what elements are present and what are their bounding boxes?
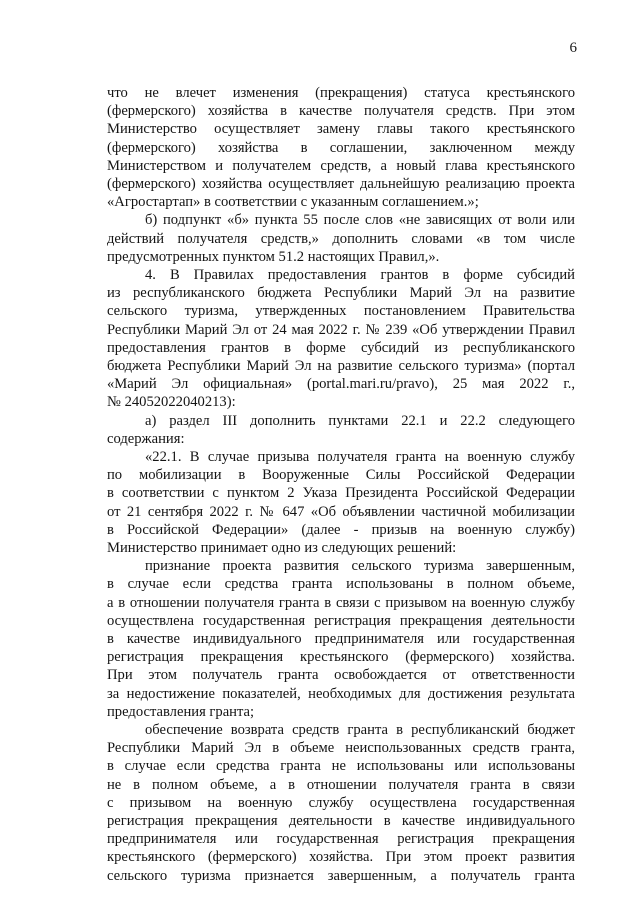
text-line: При этом получатель гранта освобождается от ответственности (107, 667, 575, 684)
text-line: Республики Марий Эл от 24 мая 2022 г. № 239 «Об утверждении Правил (107, 321, 575, 338)
text-line: предоставления гранта; (107, 703, 255, 720)
text-line: № 24052022040213): (107, 394, 236, 411)
text-line: «Агростартап» в соответствии с указанным соглашением.»; (107, 194, 479, 211)
page-number: 6 (569, 40, 577, 56)
text-line: Республики Марий Эл в объеме неиспользованных средств гранта, (107, 740, 575, 757)
text-line: «22.1. В случае призыва получателя гранта на военную службу (145, 449, 575, 465)
text-line: осуществлена государственная регистрация прекращения деятельности (107, 612, 575, 629)
text-line: а) раздел III дополнить пунктами 22.1 и 22.2 следующего (145, 412, 575, 429)
text-line: в Российской Федерации» (далее - призыв на военную службу) (107, 521, 575, 538)
text-line: в соответствии с пунктом 2 Указа Президента Российской Федерации (107, 485, 575, 502)
text-line: от 21 сентября 2022 г. № 647 «Об объявлении частичной мобилизации (107, 503, 575, 520)
text-line: 4. В Правилах предоставления грантов в форме субсидий (145, 267, 575, 283)
text-line: а в отношении получателя гранта в связи с призывом на военную службу (107, 594, 575, 611)
text-line: крестьянского (фермерского) хозяйства. При этом проект развития (107, 849, 575, 866)
text-line: обеспечение возврата средств гранта в республиканский бюджет (145, 722, 575, 738)
text-line: действий получателя средств,» дополнить словами «в том числе (107, 230, 575, 247)
text-line: в случае если средства гранта использованы в полном объеме, (107, 576, 575, 593)
text-line: за недостижение показателей, необходимых для достижения результата (107, 685, 575, 702)
text-line: признание проекта развития сельского туризма завершенным, (145, 558, 575, 575)
text-line: Министерством и получателем средств, а новый глава крестьянского (107, 157, 575, 174)
text-line: предоставления грантов в форме субсидий из республиканского (107, 339, 575, 356)
text-line: регистрация прекращения крестьянского (фермерского) хозяйства. (107, 649, 575, 666)
text-line: (фермерского) хозяйства в соглашении, заключенном между (107, 139, 575, 156)
text-line: в качестве индивидуального предпринимателя или государственная (107, 631, 575, 647)
text-line: (фермерского) хозяйства в качестве получателя средств. При этом (107, 103, 575, 120)
text-line: предпринимателя или государственная регистрация прекращения (107, 831, 575, 848)
text-line: в случае если средства гранта не использованы или использованы (107, 758, 575, 775)
text-line: не в полном объеме, а в отношении получателя гранта в связи (107, 776, 575, 793)
text-line: что не влечет изменения (прекращения) статуса крестьянского (107, 85, 575, 101)
text-line: «Марий Эл официальная» (portal.mari.ru/pravo), 25 мая 2022 г., (107, 376, 575, 393)
text-line: из республиканского бюджета Республики Марий Эл на развитие (107, 285, 575, 302)
text-line: Министерство осуществляет замену главы такого крестьянского (107, 121, 575, 138)
text-line: содержания: (107, 430, 185, 447)
text-line: предусмотренных пунктом 51.2 настоящих Правил,». (107, 248, 440, 265)
text-line: по мобилизации в Вооруженные Силы Российской Федерации (107, 467, 575, 484)
text-line: (фермерского) хозяйства осуществляет дальнейшую реализацию проекта (107, 176, 575, 192)
text-line: б) подпункт «б» пункта 55 после слов «не зависящих от воли или (145, 212, 575, 229)
text-line: бюджета Республики Марий Эл на развитие сельского туризма» (портал (107, 358, 575, 374)
text-line: Министерство принимает одно из следующих решений: (107, 540, 457, 556)
text-line: регистрация прекращения деятельности в качестве индивидуального (107, 813, 575, 829)
text-line: сельского туризма, утвержденных постановлением Правительства (107, 303, 575, 320)
text-line: сельского туризма признается завершенным, а получатель гранта (107, 867, 575, 884)
text-line: с призывом на военную службу осуществлена государственная (107, 794, 575, 811)
